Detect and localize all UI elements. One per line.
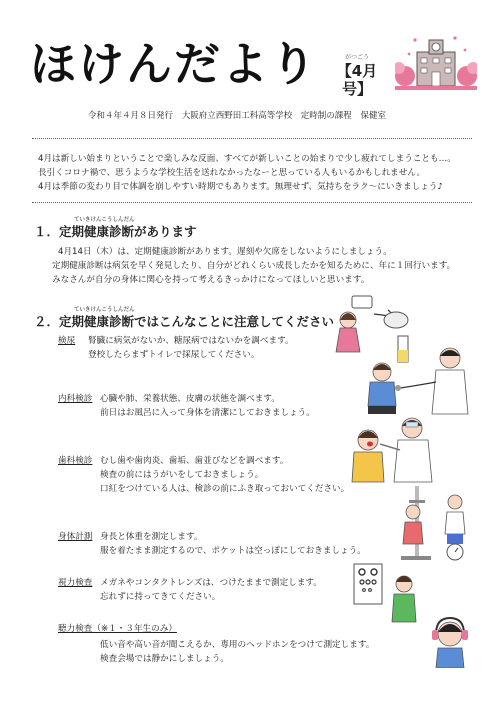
intro-line: 4月は新しい始まりということで楽しみな反面、すべてが新しいことの始まりで少し疲れてしまうことも…。	[38, 154, 456, 164]
item-body-dental	[100, 454, 349, 496]
divider-top	[32, 138, 472, 139]
intro-line: 4月は季節の変わり目で体調を崩しやすい時期でもあります。無理せず、気持ちをラク～にいきましょう♪	[38, 182, 443, 192]
section1-line: 4月14日（木）は、定期健康診断があります。遅刻や欠席をしないようにしましょう。	[58, 247, 392, 257]
issue-label	[327, 54, 387, 98]
item-line: メガネやコンタクトレンズは、つけたままで測定します。	[100, 578, 322, 588]
item-line: 忘れずに持ってきてください。	[100, 592, 221, 602]
item-line: むし歯や歯肉炎、歯垢、歯並びなどを調べます。	[100, 456, 289, 466]
body-measurement-illustration	[395, 482, 475, 562]
item-label-dental: 歯科検診	[58, 456, 93, 466]
item-body-hearing	[100, 638, 374, 666]
section1-heading	[34, 217, 197, 240]
section1-line: みなさんが自分の身体に関心を持って考えるきっかけになってほしいと思います。	[52, 275, 370, 285]
publication-info	[88, 109, 392, 121]
issue-number: 【4月号】	[336, 62, 378, 98]
internal-exam-illustration	[362, 342, 474, 420]
item-line: 身長と体重を測定します。	[100, 532, 203, 542]
item-body-urine	[88, 334, 294, 362]
item-label-urine: 検尿	[58, 336, 76, 346]
school-name: 大阪府立西野田工科高等学校 定時制の課程	[181, 111, 352, 121]
section1-ruby: ていきけんこうしんだん	[74, 217, 135, 223]
item-label-body: 身体計測	[58, 532, 93, 542]
newsletter-title: ほけんだより	[30, 37, 318, 91]
item-line: 心臓や肺、栄養状態、皮膚の状態を調べます。	[100, 394, 280, 404]
dental-exam-illustration	[348, 410, 438, 490]
item-label-hearing: 聴力検査（※１・３年生のみ）	[58, 624, 177, 634]
item-line: 検査の前にはうがいをしておきましょう。	[100, 470, 264, 480]
section1-body	[52, 245, 456, 287]
item-body-internal	[100, 392, 315, 420]
section2-heading-text: ２．定期健康診断ではこんなことに注意してください	[34, 314, 335, 329]
section1-line: 定期健康診断は病気を早く発見したり、自分がどれくらい成長したかを知るために、年に１回行います。	[52, 261, 456, 271]
item-line: 低い音や高い音が聞こえるか、専用のヘッドホンをつけて測定します。	[100, 640, 375, 650]
item-line: 検査会場では静かにしましょう。	[100, 654, 229, 664]
section2-heading	[34, 307, 335, 330]
item-label-vision: 視力検査	[58, 578, 93, 588]
item-line: 腎臓に病気がないか、糖尿病ではないかを調べます。	[88, 336, 294, 346]
school-building-illustration	[395, 32, 477, 92]
item-body-body	[100, 530, 366, 558]
item-body-vision	[100, 576, 322, 604]
item-line: 登校したらまずトイレで採尿してください。	[88, 350, 260, 360]
intro-text	[38, 152, 478, 194]
intro-line: 長引くコロナ禍で、思うような学校生活を送れなかったなーと思っている人もいるかもしれません。	[38, 168, 426, 178]
office-name: 保健室	[360, 111, 386, 121]
hearing-test-illustration	[424, 612, 476, 668]
section1-heading-text: １．定期健康診断があります	[34, 224, 197, 239]
issue-ruby: がつごう	[344, 54, 369, 61]
item-line: 服を着たまま測定するので、ポケットは空っぽにしておきましょう。	[100, 546, 366, 556]
section2-ruby: ていきけんこうしんだん	[74, 307, 135, 313]
item-line: 前日はお風呂に入って身体を清潔にしておきましょう。	[100, 408, 315, 418]
publish-date: 令和４年４月８日発行	[88, 111, 174, 121]
item-label-internal: 内科検診	[58, 394, 93, 404]
divider-bottom	[32, 202, 472, 203]
vision-test-illustration	[352, 560, 426, 626]
item-line: 口紅をつけている人は、検診の前にふき取っておいてください。	[100, 484, 350, 494]
